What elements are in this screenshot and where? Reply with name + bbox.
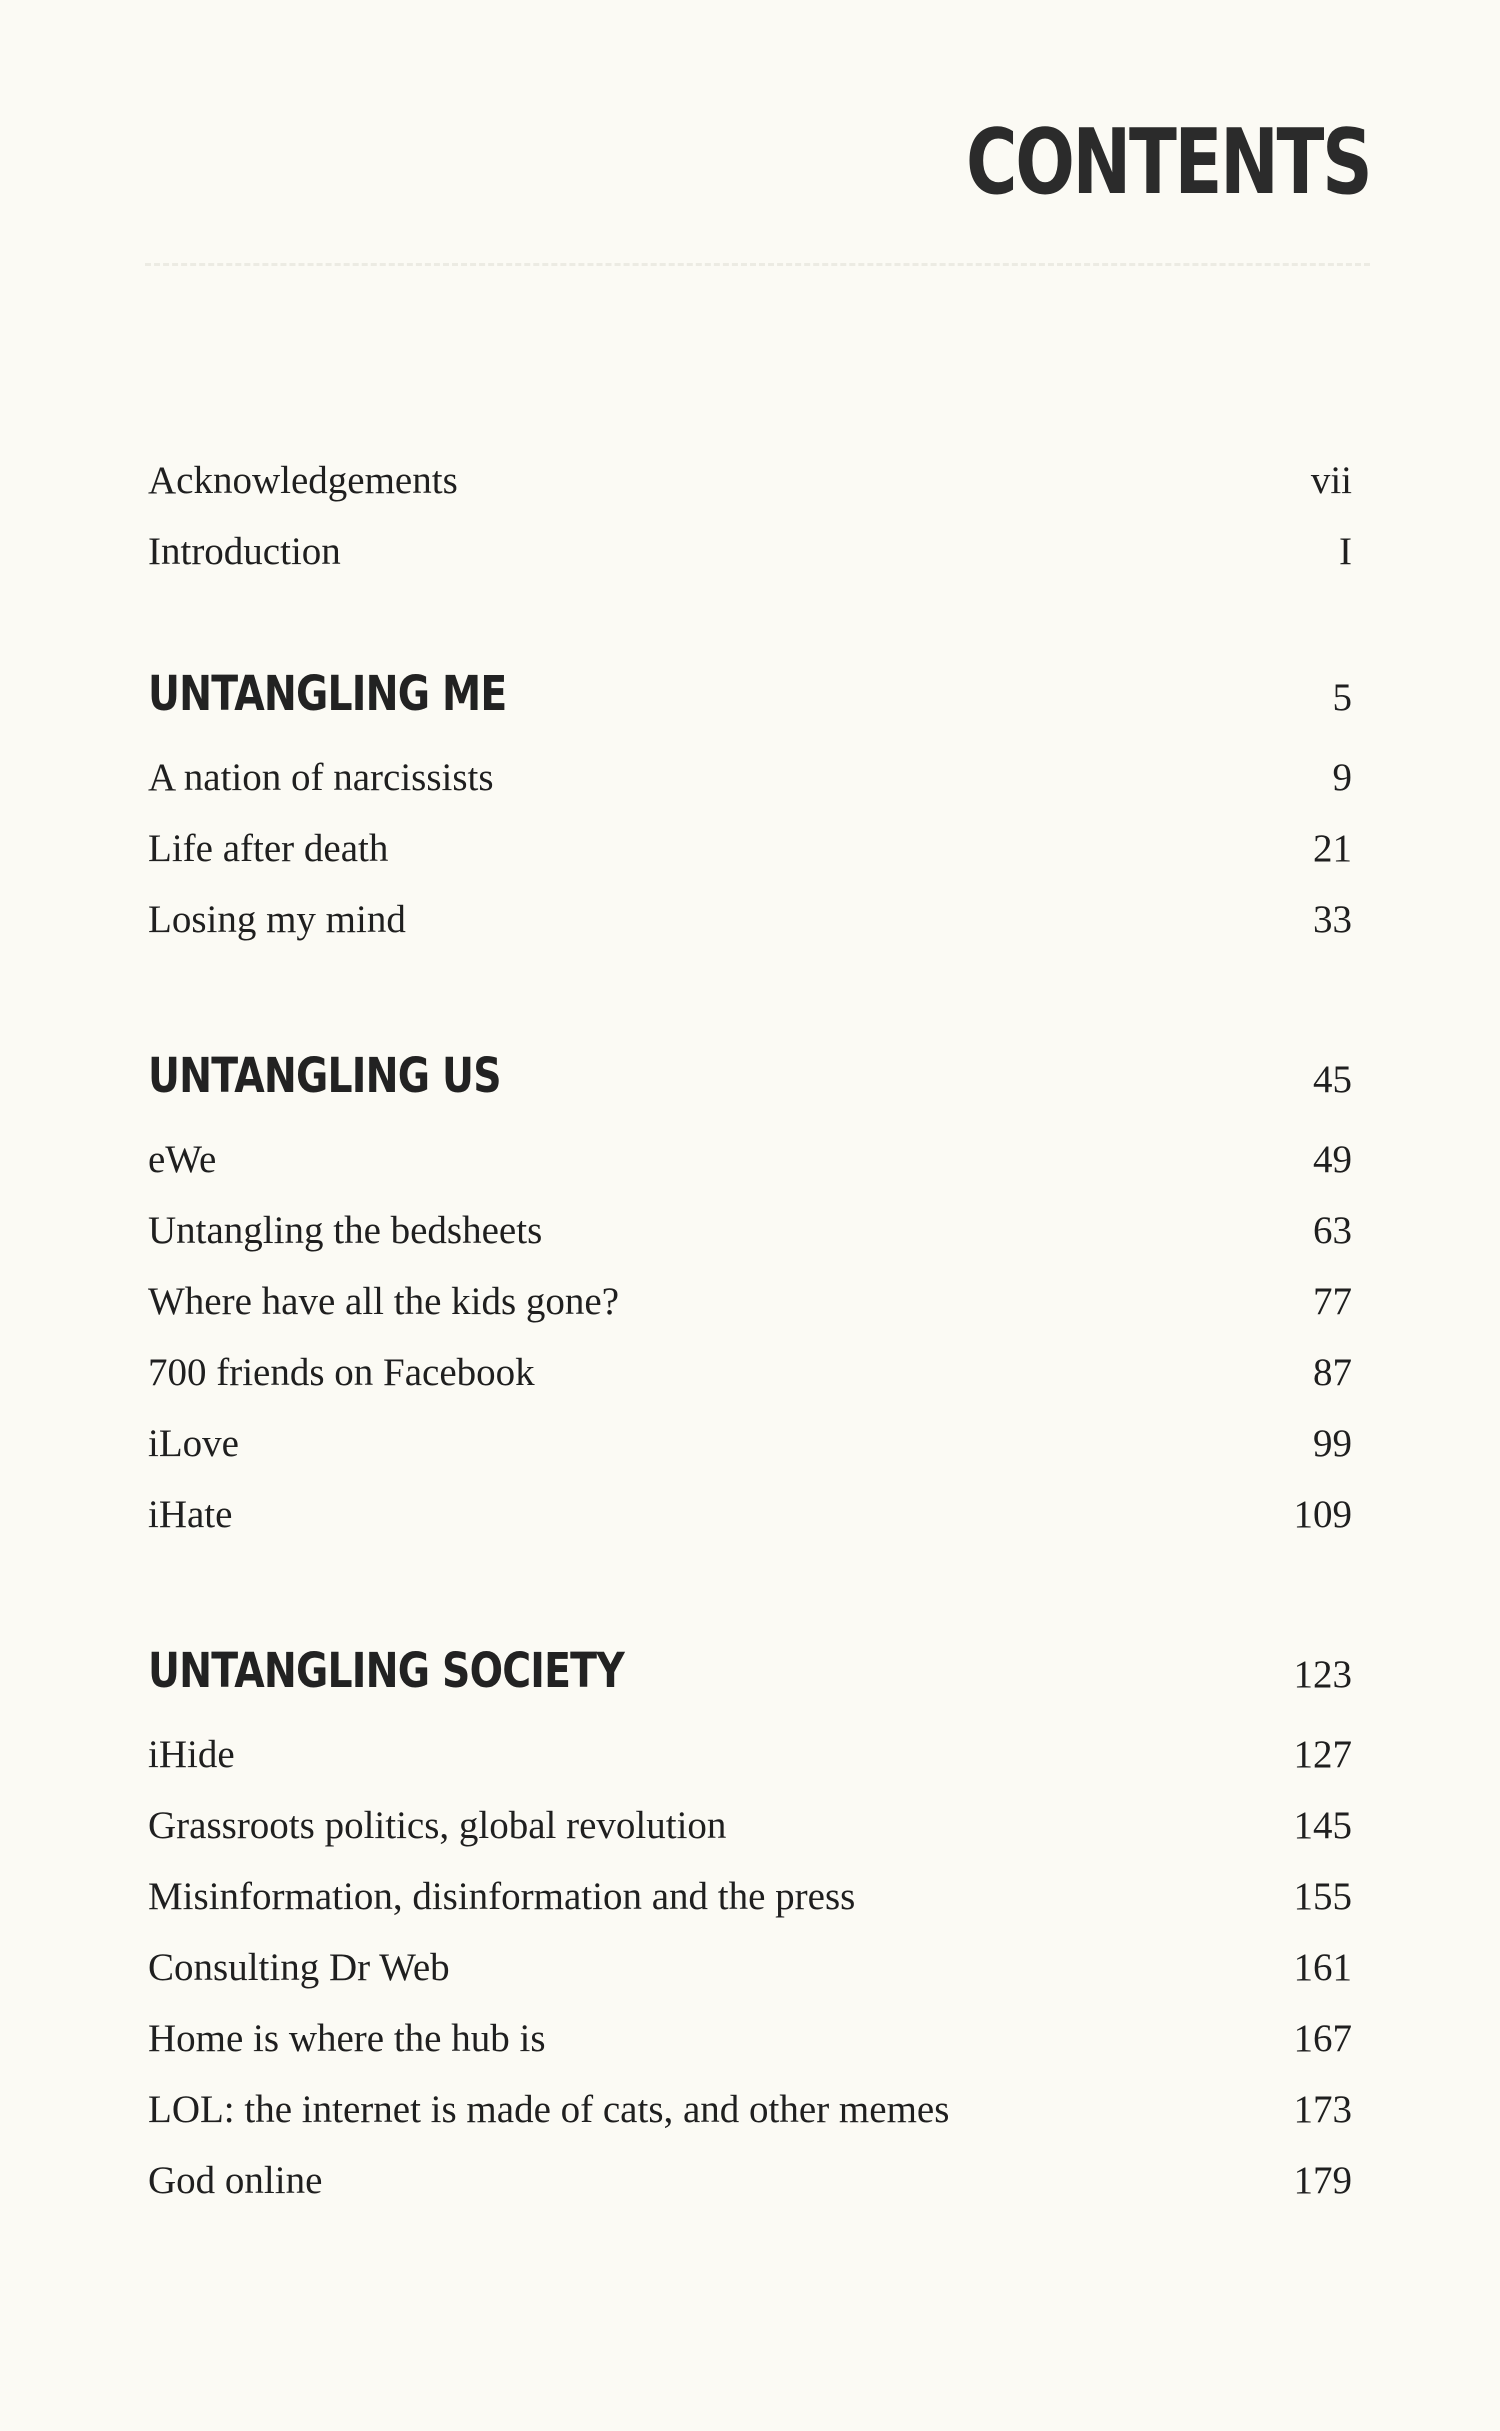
toc-page-number: 87: [1313, 1351, 1352, 1394]
page-title: CONTENTS: [965, 110, 1370, 215]
toc-page-number: 45: [1313, 1058, 1352, 1101]
toc-entry-label: iHate: [148, 1493, 233, 1536]
toc-entry[interactable]: [148, 884, 1358, 955]
section-heading-untangling-society[interactable]: [148, 1624, 1358, 1719]
toc-entry-label: Introduction: [148, 530, 341, 573]
toc-entry-label: Grassroots politics, global revolution: [148, 1804, 727, 1847]
toc-entry[interactable]: [148, 2003, 1358, 2074]
toc-page-number: 99: [1313, 1422, 1352, 1465]
toc-entry-label: iLove: [148, 1422, 239, 1465]
toc-entry-label: Losing my mind: [148, 898, 406, 941]
toc-page-number: 109: [1293, 1493, 1352, 1536]
toc-entry-label: eWe: [148, 1138, 217, 1181]
title-divider: [145, 263, 1370, 266]
section-heading-label: UNTANGLING SOCIETY: [148, 1643, 624, 1699]
toc-entry-introduction[interactable]: [148, 516, 1358, 587]
toc-entry[interactable]: [148, 742, 1358, 813]
section-heading-untangling-me[interactable]: [148, 647, 1358, 742]
toc-page-number: vii: [1310, 459, 1352, 502]
toc-page-number: 123: [1293, 1653, 1352, 1696]
toc-entry[interactable]: [148, 1337, 1358, 1408]
section-heading-label: UNTANGLING US: [148, 1048, 501, 1104]
toc-page-number: I: [1339, 530, 1352, 573]
toc-entry[interactable]: [148, 1479, 1358, 1550]
toc-page-number: 5: [1332, 676, 1352, 719]
toc-entry-label: Untangling the bedsheets: [148, 1209, 543, 1252]
section-heading-label: UNTANGLING ME: [148, 666, 507, 722]
toc-page-number: 167: [1293, 2017, 1352, 2060]
toc-entry-label: Life after death: [148, 827, 389, 870]
toc-entry[interactable]: [148, 2074, 1358, 2145]
section-spacer: [148, 955, 1358, 1029]
section-spacer: [148, 587, 1358, 647]
toc-entry-label: Where have all the kids gone?: [148, 1280, 620, 1323]
toc-entry[interactable]: [148, 1861, 1358, 1932]
table-of-contents: [148, 445, 1358, 2216]
toc-entry[interactable]: [148, 1719, 1358, 1790]
toc-entry[interactable]: [148, 1790, 1358, 1861]
toc-page-number: 179: [1293, 2159, 1352, 2202]
toc-page-number: 145: [1293, 1804, 1352, 1847]
section-heading-untangling-us[interactable]: [148, 1029, 1358, 1124]
toc-page-number: 9: [1332, 756, 1352, 799]
toc-entry-label: A nation of narcissists: [148, 756, 494, 799]
toc-entry-label: 700 friends on Facebook: [148, 1351, 535, 1394]
section-spacer: [148, 1550, 1358, 1624]
toc-entry-label: God online: [148, 2159, 323, 2202]
toc-page-number: 127: [1293, 1733, 1352, 1776]
toc-page-number: 49: [1313, 1138, 1352, 1181]
toc-page-number: 77: [1313, 1280, 1352, 1323]
toc-entry[interactable]: [148, 1124, 1358, 1195]
toc-entry-label: iHide: [148, 1733, 235, 1776]
toc-page-number: 155: [1293, 1875, 1352, 1918]
toc-entry[interactable]: [148, 2145, 1358, 2216]
toc-page-number: 63: [1313, 1209, 1352, 1252]
toc-entry-label: Misinformation, disinformation and the press: [148, 1875, 856, 1918]
toc-entry-label: Home is where the hub is: [148, 2017, 546, 2060]
toc-page-number: 21: [1313, 827, 1352, 870]
toc-entry-label: LOL: the internet is made of cats, and other memes: [148, 2088, 950, 2131]
toc-entry[interactable]: [148, 813, 1358, 884]
toc-entry[interactable]: [148, 1266, 1358, 1337]
toc-entry[interactable]: [148, 1408, 1358, 1479]
toc-entry[interactable]: [148, 1195, 1358, 1266]
toc-page-number: 161: [1293, 1946, 1352, 1989]
toc-page-number: 173: [1293, 2088, 1352, 2131]
toc-entry-label: Consulting Dr Web: [148, 1946, 450, 1989]
toc-entry-label: Acknowledgements: [148, 459, 458, 502]
toc-entry-acknowledgements[interactable]: [148, 445, 1358, 516]
toc-page-number: 33: [1313, 898, 1352, 941]
toc-entry[interactable]: [148, 1932, 1358, 2003]
